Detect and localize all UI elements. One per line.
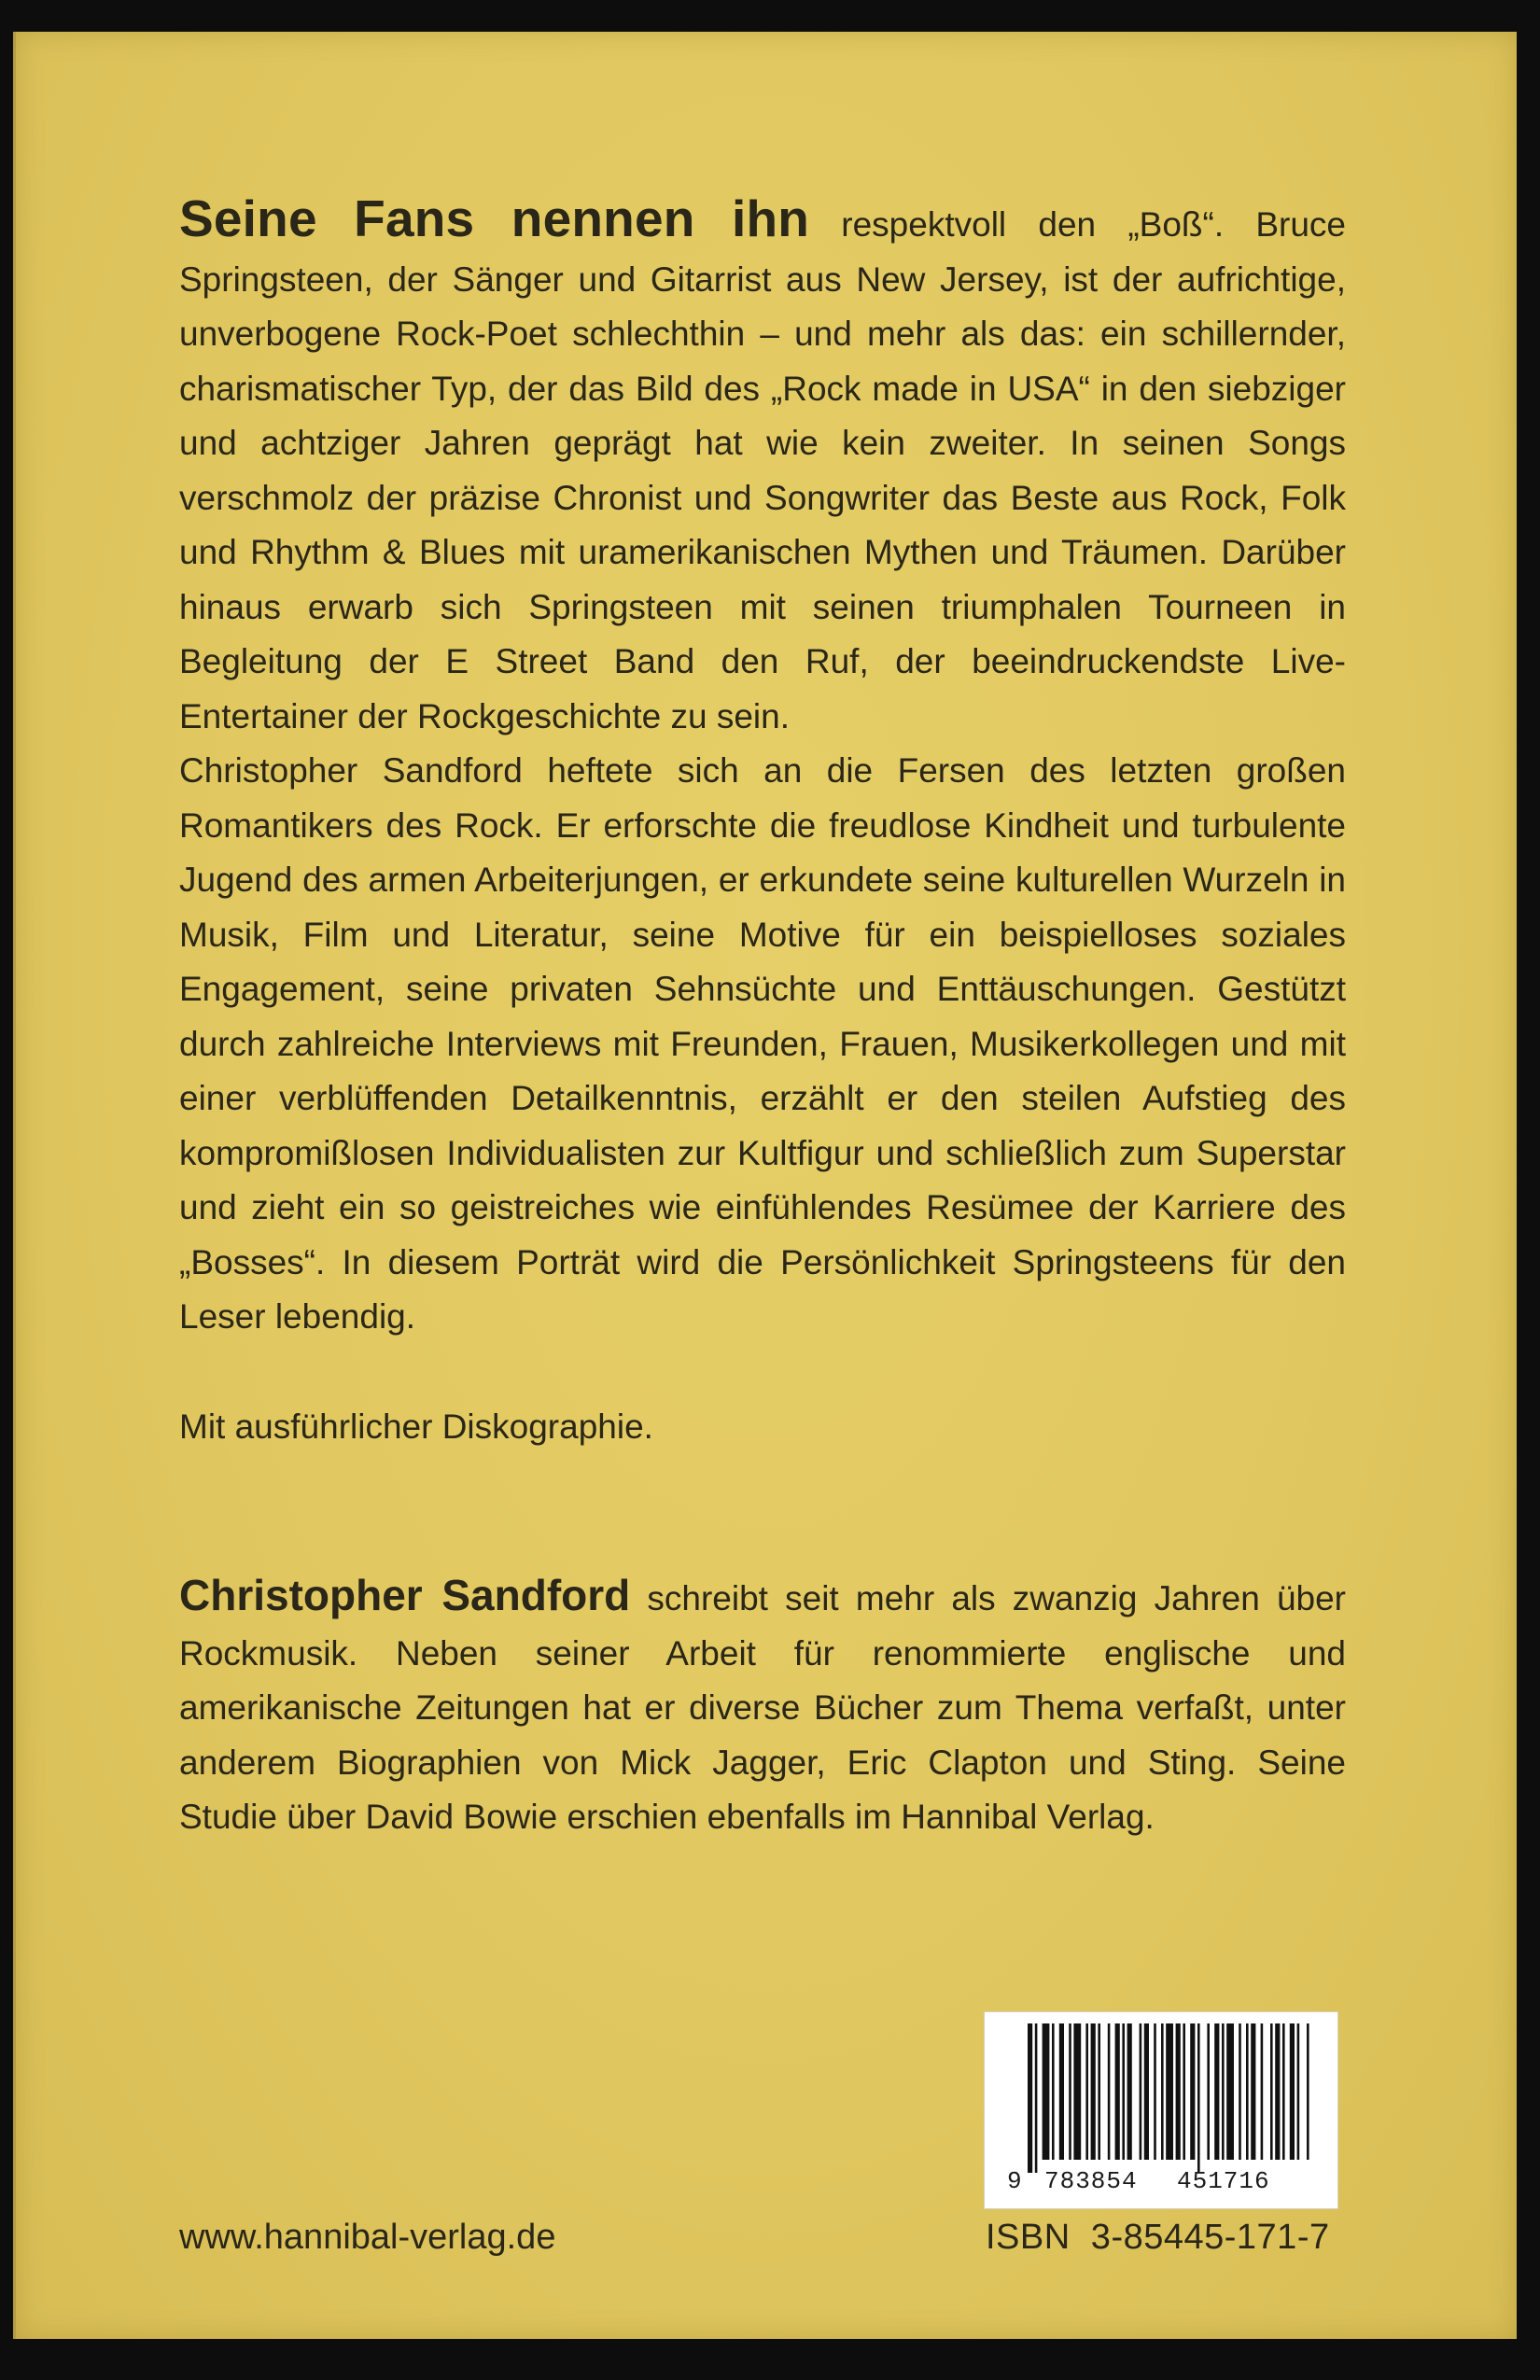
barcode-bar <box>1108 2023 1111 2160</box>
barcode-bar <box>1115 2023 1120 2160</box>
author-bio <box>179 1568 1346 1845</box>
barcode-bar <box>1251 2023 1255 2160</box>
barcode-bar <box>1207 2023 1210 2160</box>
blurb-paragraph-2: Christopher Sandford heftete sich an die Fersen des letzten großen Romantikers des Rock. Er erforschte die freudlose Kindheit und turbulente Jugend des armen Arbeiterjungen, er erkundete seine kulturellen Wurzeln in Musik, Film und Literatur, seine Motive für ein beispielloses soziales Engagement, seine privaten Sehnsüchte und Enttäuschungen. Gestützt durch zahlreiche Interviews mit Freunden, Frauen, Musikerkollegen und mit einer verblüffenden Detailkenntnis, erzählt er den steilen Aufstieg des kompromißlosen Individualisten zur Kultfigur und schließlich zum Superstar und zieht ein so geistreiches wie einfühlendes Resümee der Karriere des „Bosses“. In diesem Porträt wird die Persönlichkeit Springsteens für den Leser lebendig. <box>179 751 1346 1336</box>
barcode-bar <box>1226 2023 1234 2160</box>
barcode-bar <box>1140 2023 1142 2160</box>
barcode-bar <box>1176 2023 1181 2160</box>
barcode-bar <box>1059 2023 1064 2160</box>
barcode-bar <box>1246 2023 1249 2160</box>
barcode-bar <box>1214 2023 1219 2160</box>
barcode-bar <box>1161 2023 1164 2160</box>
author-bio-body: schreibt seit mehr als zwanzig Jahren über Rockmusik. Neben seiner Arbeit für renommierte englische und amerikanische Zeitungen hat er diverse Bücher zum Thema verfaßt, unter anderem Biographien von Mick Jagger, Eric Clapton und Sting. Seine Studie über David Bowie erschien ebenfalls im Hannibal Verlag. <box>179 1579 1347 1836</box>
barcode-bars <box>1028 2023 1309 2173</box>
barcode <box>984 2011 1338 2209</box>
barcode-bar <box>1073 2023 1081 2160</box>
barcode-prefix-digit: 9 <box>1007 2167 1022 2195</box>
barcode-bar <box>1183 2023 1185 2160</box>
barcode-bar <box>1035 2023 1038 2173</box>
barcode-bar <box>1154 2023 1156 2160</box>
barcode-bar <box>1261 2023 1264 2160</box>
barcode-bar <box>1307 2023 1309 2160</box>
barcode-bar <box>1085 2023 1088 2160</box>
blurb-paragraph-1 <box>179 191 1346 744</box>
barcode-right-digits: 451716 <box>1177 2167 1270 2195</box>
barcode-bar <box>1290 2023 1295 2160</box>
isbn-number: ISBN 3-85445-171-7 <box>986 2218 1330 2257</box>
barcode-image <box>985 2012 1337 2208</box>
blurb-lead: Seine Fans nennen ihn <box>179 189 810 247</box>
barcode-bar <box>1052 2023 1055 2160</box>
barcode-bar <box>1297 2023 1300 2160</box>
blurb-paragraph-1-body: respektvoll den „Boß“. Bruce Springsteen, der Sänger und Gitarrist aus New Jersey, ist der aufrichtige, unverbogene Rock-Poet schlechthin – und mehr als das: ein schillernder, charismatischer Typ, der das Bild des „Rock made in USA“ in den siebziger und achtziger Jahren geprägt hat wie kein zweiter. In seinen Songs verschmolz der präzise Chronist und Songwriter das Beste aus Rock, Folk und Rhythm & Blues mit uramerikanischen Mythen und Träumen. Darüber hinaus erwarb sich Springsteen mit seinen triumphalen Tourneen in Begleitung der E Street Band den Ruf, der beeindruckendste Live-Entertainer der Rockgeschichte zu sein. <box>179 205 1346 735</box>
barcode-bar <box>1091 2023 1096 2160</box>
barcode-bar <box>1144 2023 1149 2160</box>
barcode-bar <box>1270 2023 1273 2160</box>
barcode-bar <box>1222 2023 1225 2160</box>
barcode-bar <box>1166 2023 1173 2160</box>
barcode-bar <box>1275 2023 1280 2160</box>
barcode-bar <box>1043 2023 1050 2160</box>
barcode-bar <box>1028 2023 1032 2173</box>
barcode-bar <box>1069 2023 1071 2160</box>
barcode-left-digits: 783854 <box>1044 2167 1138 2195</box>
author-paragraph <box>179 1568 1346 1845</box>
blurb-text <box>179 191 1346 1345</box>
publisher-website: www.hannibal-verlag.de <box>179 2218 556 2257</box>
barcode-bar <box>1190 2023 1195 2160</box>
barcode-bar <box>1282 2023 1285 2160</box>
barcode-bar <box>1239 2023 1241 2160</box>
discography-note: Mit ausführlicher Diskographie. <box>179 1407 653 1446</box>
barcode-bar <box>1127 2023 1132 2160</box>
barcode-bar <box>1122 2023 1125 2160</box>
barcode-bar <box>1098 2023 1100 2160</box>
barcode-bar <box>1197 2023 1200 2173</box>
author-name: Christopher Sandford <box>179 1571 631 1619</box>
